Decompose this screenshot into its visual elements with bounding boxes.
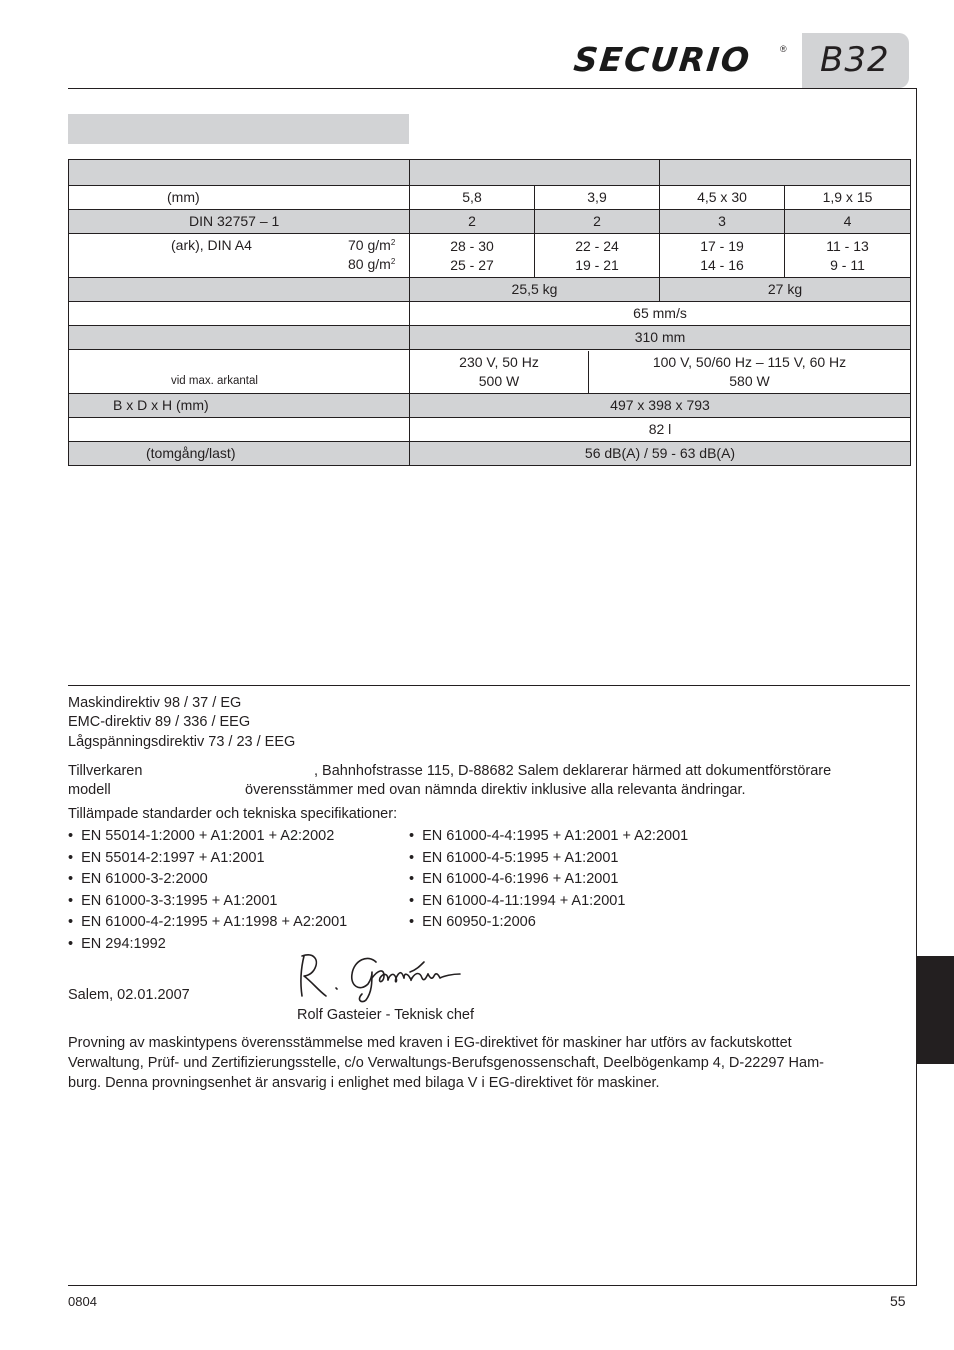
power-230v: 230 V, 50 Hz 500 W: [459, 353, 539, 389]
standards-right-list: [409, 826, 688, 934]
table-cell: 11 - 13 9 - 11: [785, 234, 911, 278]
list-item: • EN 61000-4-6:1996 + A1:2001: [409, 871, 619, 887]
table-row: [69, 418, 911, 442]
row-label: [69, 418, 410, 442]
table-cell: 3: [660, 210, 785, 234]
list-item: • EN 61000-4-2:1995 + A1:1998 + A2:2001: [68, 914, 348, 930]
list-item: • EN 61000-4-4:1995 + A1:2001 + A2:2001: [409, 828, 689, 844]
table-cell: 25,5 kg: [410, 278, 660, 302]
testing-line: Provning av maskintypens överensstämmelse med kraven i EG-direktivet för maskiner har utförs av fackutskottet: [68, 1035, 792, 1051]
model-name: B32: [820, 40, 890, 80]
standards-heading: Tillämpade standarder och tekniska specifikationer:: [68, 806, 398, 822]
table-row: [69, 302, 911, 326]
table-cell: 17 - 19 14 - 16: [660, 234, 785, 278]
section-divider: [68, 685, 910, 686]
list-item: • EN 61000-4-5:1995 + A1:2001: [409, 849, 619, 866]
signature: [292, 948, 468, 1004]
model-text: överensstämmer med ovan nämnda direktiv inklusive alla relevanta ändringar.: [245, 782, 746, 798]
header-cell: [69, 160, 410, 186]
table-row: [69, 186, 911, 210]
row-label: (mm): [69, 186, 410, 210]
list-item: • EN 55014-2:1997 + A1:2001: [68, 849, 265, 866]
directive-1: Maskindirektiv 98 / 37 / EG: [68, 695, 242, 711]
table-cell: 1,9 x 15: [785, 186, 911, 210]
table-cell: 310 mm: [410, 326, 911, 350]
list-item: • EN 61000-4-11:1994 + A1:2001: [409, 892, 626, 909]
table-cell: 4,5 x 30: [660, 186, 785, 210]
row-label: [69, 302, 410, 326]
list-item: • EN 60950-1:2006: [409, 914, 536, 930]
table-cell: 5,8: [410, 186, 535, 210]
signer-name: Rolf Gasteier - Teknisk chef: [297, 1007, 475, 1023]
row-label: [69, 326, 410, 350]
section-heading-bar: [68, 114, 409, 144]
table-cell: 27 kg: [660, 278, 911, 302]
testing-line: Verwaltung, Prüf- und Zertifizierungsstelle, c/o Verwaltungs-Berufsgenossenschaft, Deelbögenkamp 4, D-22297 Ham-: [68, 1055, 825, 1071]
table-cell: 22 - 24 19 - 21: [535, 234, 660, 278]
header-cell: [410, 160, 660, 186]
row-label: vid max. arkantal: [69, 350, 410, 394]
maker-label: Tillverkaren: [68, 763, 143, 779]
power-115v: 100 V, 50/60 Hz – 115 V, 60 Hz 580 W: [652, 353, 847, 389]
testing-line: burg. Denna provningsenhet är ansvarig i enlighet med bilaga V i EG-direktivet för maskiner.: [68, 1075, 660, 1091]
technical-data-table: [68, 159, 911, 466]
table-row: [69, 278, 911, 302]
footer-code: 0804: [68, 1294, 97, 1309]
row-label: [69, 278, 410, 302]
list-item: • EN 61000-3-2:2000: [68, 871, 208, 887]
footer-rule: [68, 1285, 917, 1286]
table-row: [69, 442, 911, 466]
table-cell: 3,9: [535, 186, 660, 210]
table-cell: 28 - 30 25 - 27: [410, 234, 535, 278]
table-row: [69, 210, 911, 234]
table-row: [69, 350, 911, 394]
header-rule: [68, 88, 917, 89]
list-item: • EN 55014-1:2000 + A1:2001 + A2:2002: [68, 828, 335, 844]
table-cell: 56 dB(A) / 59 - 63 dB(A): [410, 442, 911, 466]
table-row: [69, 394, 911, 418]
page-number: 55: [890, 1293, 906, 1309]
header-cell: [660, 160, 911, 186]
maker-text: , Bahnhofstrasse 115, D-88682 Salem deklarerar härmed att dokumentförstörare: [314, 763, 832, 779]
row-label: (tomgång/last): [69, 442, 410, 466]
table-cell: 82 l: [410, 418, 911, 442]
table-cell: 4: [785, 210, 911, 234]
directive-2: EMC-direktiv 89 / 336 / EEG: [68, 714, 251, 730]
table-cell: 497 x 398 x 793: [410, 394, 911, 418]
list-item: • EN 61000-3-3:1995 + A1:2001: [68, 892, 278, 909]
brand-logo: SECURIO: [571, 40, 754, 79]
table-cell: [410, 350, 911, 394]
row-label: DIN 32757 – 1: [69, 210, 410, 234]
table-header-row: [69, 160, 911, 186]
registered-mark: ®: [780, 44, 787, 54]
table-row: [69, 234, 911, 278]
table-row: [69, 326, 911, 350]
list-item: • EN 294:1992: [68, 935, 166, 952]
right-margin-rule: [916, 88, 917, 1286]
table-cell: 65 mm/s: [410, 302, 911, 326]
row-label: B x D x H (mm): [69, 394, 410, 418]
table-cell: 2: [535, 210, 660, 234]
model-label: modell: [68, 782, 111, 798]
directive-3: Lågspänningsdirektiv 73 / 23 / EEG: [68, 734, 296, 750]
testing-paragraph: [68, 1033, 910, 1093]
row-label: (ark), DIN A4 70 $g/m^2$ 80 $g/m^2$: [69, 234, 410, 278]
place-date: Salem, 02.01.2007: [68, 987, 190, 1003]
standards-left-list: [68, 826, 347, 955]
side-tab-marker: [916, 956, 954, 1064]
table-cell: 2: [410, 210, 535, 234]
